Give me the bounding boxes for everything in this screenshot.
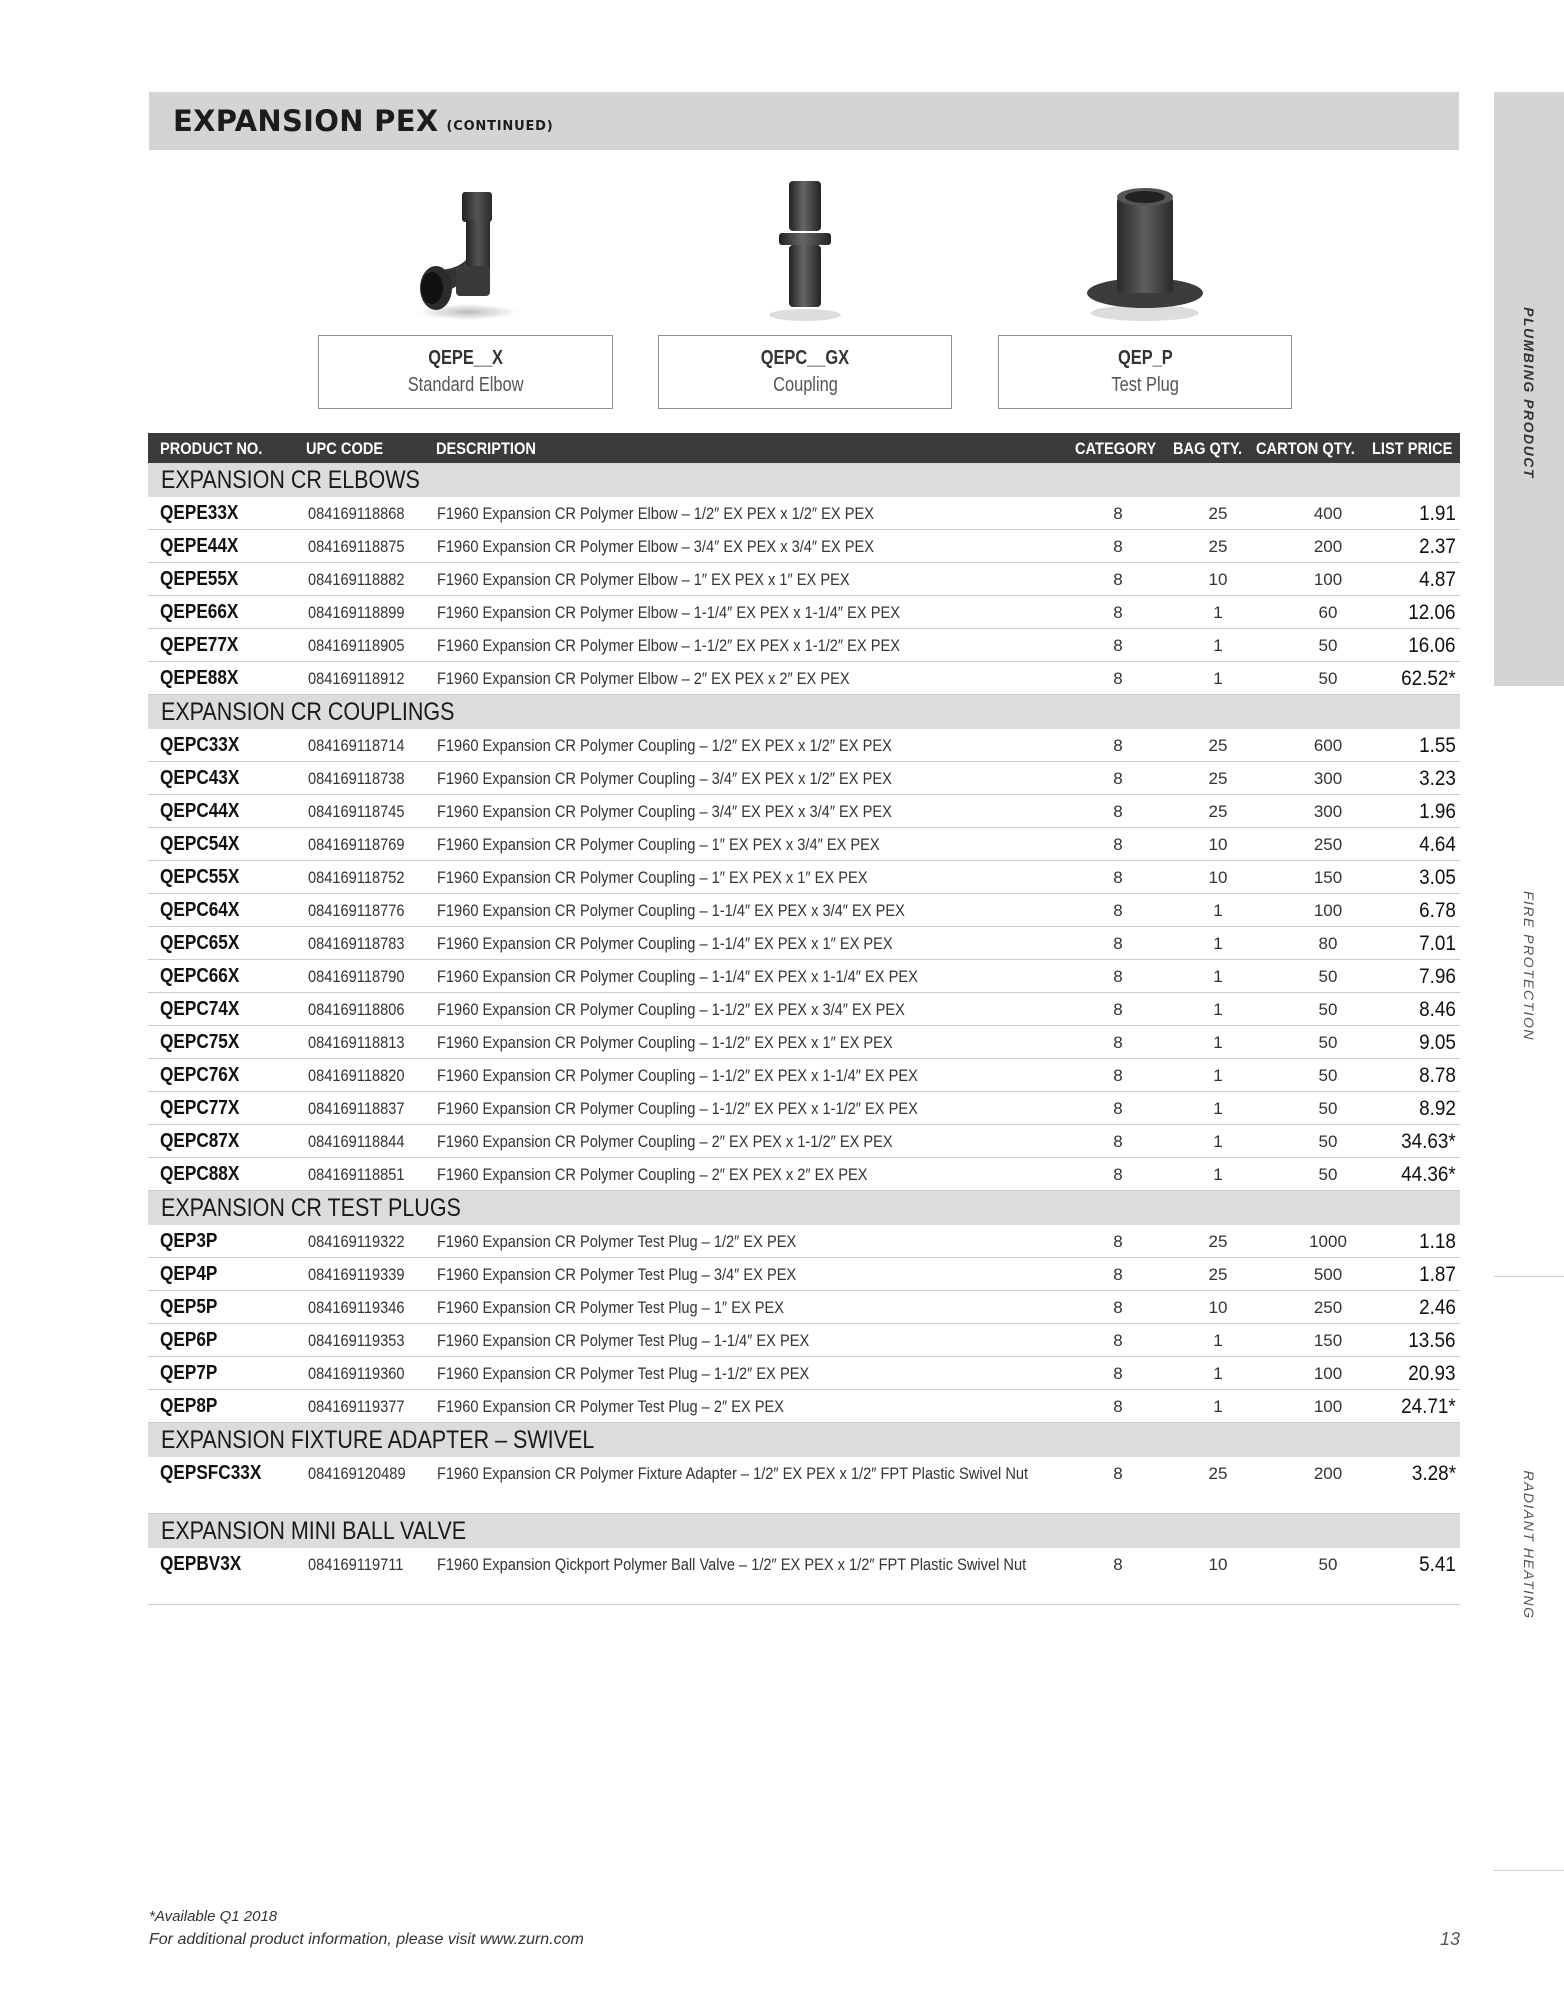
category: 8	[1113, 1298, 1123, 1317]
page-number: 13	[1439, 1929, 1460, 1949]
bag-qty: 1	[1213, 603, 1223, 622]
description: F1960 Expansion CR Polymer Test Plug – 1-1/2″ EX PEX	[437, 1364, 810, 1383]
product-number: QEPC33X	[160, 734, 240, 756]
table-row	[148, 993, 1460, 1026]
category: 8	[1113, 1033, 1123, 1052]
product-name: Coupling	[772, 374, 838, 396]
bag-qty: 25	[1208, 537, 1228, 556]
category: 8	[1113, 1099, 1123, 1118]
carton-qty: 150	[1313, 1331, 1343, 1350]
table-row	[148, 1026, 1460, 1059]
section-header	[148, 695, 1460, 729]
carton-qty: 50	[1318, 1033, 1338, 1052]
section-title: EXPANSION FIXTURE ADAPTER – SWIVEL	[161, 1425, 595, 1454]
product-number: QEPC77X	[160, 1097, 240, 1119]
page-subtitle: (CONTINUED)	[446, 118, 554, 134]
product-number: QEPSFC33X	[160, 1462, 262, 1484]
category: 8	[1113, 1165, 1123, 1184]
upc-code: 084169118745	[308, 802, 405, 821]
table-row	[148, 927, 1460, 960]
header-carton-qty: CARTON QTY.	[1256, 439, 1355, 458]
product-number: QEPC87X	[160, 1130, 240, 1152]
bag-qty: 1	[1213, 967, 1223, 986]
upc-code: 084169118783	[308, 934, 405, 953]
description: F1960 Expansion CR Polymer Coupling – 1/2″ EX PEX x 1/2″ EX PEX	[437, 736, 892, 755]
category: 8	[1113, 934, 1123, 953]
table-row	[148, 530, 1460, 563]
list-price: 1.55	[1419, 734, 1456, 757]
product-number: QEPC76X	[160, 1064, 240, 1086]
list-price: 3.05	[1419, 866, 1456, 889]
list-price: 5.41	[1419, 1553, 1456, 1576]
bag-qty: 1	[1213, 1132, 1223, 1151]
carton-qty: 50	[1318, 636, 1338, 655]
category: 8	[1113, 868, 1123, 887]
side-tab-divider	[1494, 1276, 1564, 1277]
table-header	[148, 433, 1460, 463]
table-row	[148, 1158, 1460, 1191]
carton-qty: 100	[1313, 1397, 1343, 1416]
bag-qty: 1	[1213, 636, 1223, 655]
table-row	[148, 1125, 1460, 1158]
product-number: QEPE44X	[160, 535, 239, 557]
section-header	[148, 463, 1460, 497]
list-price: 62.52*	[1401, 667, 1456, 690]
table-row	[148, 729, 1460, 762]
section-header	[148, 1191, 1460, 1225]
table-row	[148, 1225, 1460, 1258]
upc-code: 084169118837	[308, 1099, 405, 1118]
section-title: EXPANSION CR COUPLINGS	[161, 697, 455, 726]
product-number: QEPE77X	[160, 634, 239, 656]
category: 8	[1113, 669, 1123, 688]
list-price: 4.64	[1419, 833, 1456, 856]
description: F1960 Expansion CR Polymer Coupling – 1-1/2″ EX PEX x 1″ EX PEX	[437, 1033, 893, 1052]
description: F1960 Expansion CR Polymer Elbow – 1-1/2″ EX PEX x 1-1/2″ EX PEX	[437, 636, 900, 655]
description: F1960 Expansion CR Polymer Elbow – 1-1/4″ EX PEX x 1-1/4″ EX PEX	[437, 603, 900, 622]
carton-qty: 400	[1313, 504, 1343, 523]
bag-qty: 1	[1213, 1165, 1223, 1184]
category: 8	[1113, 901, 1123, 920]
upc-code: 084169118875	[308, 537, 405, 556]
table-row	[148, 1324, 1460, 1357]
test-plug-image	[998, 175, 1292, 325]
carton-qty: 300	[1313, 802, 1343, 821]
product-number: QEPC88X	[160, 1163, 240, 1185]
list-price: 7.01	[1419, 932, 1456, 955]
product-number: QEPE33X	[160, 502, 239, 524]
section-header	[148, 1514, 1460, 1548]
product-number: QEPE55X	[160, 568, 239, 590]
product-number: QEPBV3X	[160, 1553, 242, 1575]
table-row	[148, 1548, 1460, 1605]
upc-code: 084169119360	[308, 1364, 405, 1383]
description: F1960 Expansion CR Polymer Test Plug – 2″ EX PEX	[437, 1397, 785, 1416]
category: 8	[1113, 603, 1123, 622]
table-row	[148, 1390, 1460, 1423]
table-row	[148, 596, 1460, 629]
list-price: 12.06	[1408, 601, 1456, 624]
table-row	[148, 1059, 1460, 1092]
bag-qty: 25	[1208, 1464, 1228, 1483]
page-title: EXPANSION PEX	[173, 104, 439, 138]
bag-qty: 10	[1208, 835, 1228, 854]
upc-code: 084169118882	[308, 570, 405, 589]
product-number: QEP5P	[160, 1296, 218, 1318]
category: 8	[1113, 504, 1123, 523]
category: 8	[1113, 1066, 1123, 1085]
table-row	[148, 1457, 1460, 1514]
bag-qty: 1	[1213, 1099, 1223, 1118]
product-number: QEP3P	[160, 1230, 218, 1252]
carton-qty: 50	[1318, 1000, 1338, 1019]
carton-qty: 200	[1313, 537, 1343, 556]
list-price: 24.71*	[1401, 1395, 1456, 1418]
description: F1960 Expansion CR Polymer Elbow – 1/2″ EX PEX x 1/2″ EX PEX	[437, 504, 874, 523]
bag-qty: 25	[1208, 504, 1228, 523]
upc-code: 084169118769	[308, 835, 405, 854]
table-row	[148, 828, 1460, 861]
product-card-elbow	[318, 175, 613, 409]
header-list-price: LIST PRICE	[1372, 439, 1453, 458]
description: F1960 Expansion CR Polymer Coupling – 1″ EX PEX x 1″ EX PEX	[437, 868, 868, 887]
product-code: QEPC__GX	[760, 347, 850, 369]
description: F1960 Expansion CR Polymer Test Plug – 1/2″ EX PEX	[437, 1232, 797, 1251]
description: F1960 Expansion CR Polymer Test Plug – 3/4″ EX PEX	[437, 1265, 797, 1284]
list-price: 8.92	[1419, 1097, 1456, 1120]
bag-qty: 1	[1213, 1033, 1223, 1052]
carton-qty: 60	[1318, 603, 1338, 622]
category: 8	[1113, 1331, 1123, 1350]
table-row	[148, 629, 1460, 662]
description: F1960 Expansion CR Polymer Elbow – 3/4″ EX PEX x 3/4″ EX PEX	[437, 537, 874, 556]
upc-code: 084169118806	[308, 1000, 405, 1019]
description: F1960 Expansion CR Polymer Coupling – 1″ EX PEX x 3/4″ EX PEX	[437, 835, 880, 854]
table-row	[148, 795, 1460, 828]
category: 8	[1113, 736, 1123, 755]
description: F1960 Expansion CR Polymer Coupling – 2″ EX PEX x 2″ EX PEX	[437, 1165, 868, 1184]
description: F1960 Expansion CR Polymer Coupling – 1-1/4″ EX PEX x 3/4″ EX PEX	[437, 901, 905, 920]
header-category: CATEGORY	[1075, 439, 1157, 458]
description: F1960 Expansion CR Polymer Coupling – 3/4″ EX PEX x 1/2″ EX PEX	[437, 769, 892, 788]
table-row	[148, 497, 1460, 530]
carton-qty: 50	[1318, 1165, 1338, 1184]
coupling-fitting-image	[658, 175, 952, 325]
list-price: 1.91	[1419, 502, 1456, 525]
list-price: 8.78	[1419, 1064, 1456, 1087]
category: 8	[1113, 1232, 1123, 1251]
list-price: 1.18	[1419, 1230, 1456, 1253]
bag-qty: 25	[1208, 1232, 1228, 1251]
product-number: QEPC55X	[160, 866, 240, 888]
list-price: 6.78	[1419, 899, 1456, 922]
list-price: 9.05	[1419, 1031, 1456, 1054]
section-title: EXPANSION MINI BALL VALVE	[161, 1516, 467, 1545]
list-price: 3.23	[1419, 767, 1456, 790]
product-number: QEPC65X	[160, 932, 240, 954]
list-price: 7.96	[1419, 965, 1456, 988]
bag-qty: 10	[1208, 1298, 1228, 1317]
product-label-elbow	[318, 335, 613, 409]
upc-code: 084169119377	[308, 1397, 405, 1416]
page-title-bar	[149, 92, 1459, 150]
upc-code: 084169119346	[308, 1298, 405, 1317]
category: 8	[1113, 1464, 1123, 1483]
category: 8	[1113, 967, 1123, 986]
product-number: QEPC43X	[160, 767, 240, 789]
upc-code: 084169119711	[308, 1555, 404, 1574]
description: F1960 Expansion CR Polymer Coupling – 3/4″ EX PEX x 3/4″ EX PEX	[437, 802, 892, 821]
table-row	[148, 1357, 1460, 1390]
description: F1960 Expansion CR Polymer Test Plug – 1-1/4″ EX PEX	[437, 1331, 810, 1350]
bag-qty: 25	[1208, 802, 1228, 821]
table-row	[148, 1291, 1460, 1324]
description: F1960 Expansion CR Polymer Coupling – 1-1/4″ EX PEX x 1″ EX PEX	[437, 934, 893, 953]
upc-code: 084169118868	[308, 504, 405, 523]
carton-qty: 50	[1318, 1555, 1338, 1574]
list-price: 20.93	[1408, 1362, 1456, 1385]
upc-code: 084169118899	[308, 603, 405, 622]
description: F1960 Expansion CR Polymer Elbow – 1″ EX PEX x 1″ EX PEX	[437, 570, 850, 589]
product-number: QEPE66X	[160, 601, 239, 623]
table-row	[148, 861, 1460, 894]
upc-code: 084169118714	[308, 736, 405, 755]
product-gallery	[0, 175, 1480, 410]
bag-qty: 1	[1213, 1066, 1223, 1085]
side-tab-plumbing-product[interactable]: PLUMBING PRODUCT	[1521, 307, 1537, 479]
product-number: QEP4P	[160, 1263, 218, 1285]
carton-qty: 50	[1318, 1132, 1338, 1151]
list-price: 1.96	[1419, 800, 1456, 823]
table-row	[148, 960, 1460, 993]
bag-qty: 10	[1208, 868, 1228, 887]
list-price: 2.46	[1419, 1296, 1456, 1319]
description: F1960 Expansion CR Polymer Coupling – 1-1/2″ EX PEX x 1-1/4″ EX PEX	[437, 1066, 918, 1085]
bag-qty: 10	[1208, 1555, 1228, 1574]
section-title: EXPANSION CR TEST PLUGS	[161, 1193, 461, 1222]
upc-code: 084169119322	[308, 1232, 405, 1251]
category: 8	[1113, 537, 1123, 556]
carton-qty: 150	[1313, 868, 1343, 887]
header-product-no: PRODUCT NO.	[160, 439, 263, 458]
table-row	[148, 894, 1460, 927]
product-label-test-plug	[998, 335, 1292, 409]
product-number: QEPC64X	[160, 899, 240, 921]
category: 8	[1113, 1132, 1123, 1151]
upc-code: 084169118776	[308, 901, 405, 920]
header-description: DESCRIPTION	[436, 439, 536, 458]
description: F1960 Expansion CR Polymer Test Plug – 1″ EX PEX	[437, 1298, 785, 1317]
bag-qty: 1	[1213, 1000, 1223, 1019]
product-code: QEP_P	[1117, 347, 1173, 369]
side-tab-divider	[1494, 1870, 1564, 1871]
carton-qty: 250	[1313, 835, 1343, 854]
upc-code: 084169120489	[308, 1464, 406, 1483]
category: 8	[1113, 1265, 1123, 1284]
product-card-coupling	[658, 175, 952, 409]
bag-qty: 1	[1213, 1364, 1223, 1383]
table-row	[148, 662, 1460, 695]
upc-code: 084169118912	[308, 669, 405, 688]
list-price: 1.87	[1419, 1263, 1456, 1286]
product-card-test-plug	[998, 175, 1292, 409]
description: F1960 Expansion CR Polymer Coupling – 1-1/2″ EX PEX x 1-1/2″ EX PEX	[437, 1099, 918, 1118]
table-row	[148, 1258, 1460, 1291]
carton-qty: 50	[1318, 669, 1338, 688]
list-price: 8.46	[1419, 998, 1456, 1021]
side-tab-radiant-heating[interactable]: RADIANT HEATING	[1521, 1470, 1537, 1620]
product-number: QEP8P	[160, 1395, 218, 1417]
list-price: 4.87	[1419, 568, 1456, 591]
product-name: Test Plug	[1111, 374, 1179, 396]
upc-code: 084169118820	[308, 1066, 405, 1085]
section-title: EXPANSION CR ELBOWS	[161, 465, 420, 494]
bag-qty: 1	[1213, 934, 1223, 953]
product-number: QEPC54X	[160, 833, 240, 855]
bag-qty: 1	[1213, 1397, 1223, 1416]
product-name: Standard Elbow	[407, 374, 524, 396]
list-price: 3.28*	[1411, 1462, 1456, 1485]
list-price: 34.63*	[1401, 1130, 1456, 1153]
bag-qty: 25	[1208, 736, 1228, 755]
carton-qty: 1000	[1309, 1232, 1347, 1251]
category: 8	[1113, 802, 1123, 821]
bag-qty: 10	[1208, 570, 1228, 589]
elbow-fitting-image	[318, 175, 613, 325]
table-row	[148, 563, 1460, 596]
footer-info: For additional product information, please visit www.zurn.com	[149, 1931, 584, 1948]
side-tab-fire-protection[interactable]: FIRE PROTECTION	[1521, 890, 1537, 1042]
category: 8	[1113, 1555, 1123, 1574]
upc-code: 084169118813	[308, 1033, 405, 1052]
bag-qty: 25	[1208, 769, 1228, 788]
category: 8	[1113, 570, 1123, 589]
price-table	[148, 433, 1460, 1605]
category: 8	[1113, 769, 1123, 788]
upc-code: 084169119339	[308, 1265, 405, 1284]
list-price: 13.56	[1408, 1329, 1456, 1352]
category: 8	[1113, 1397, 1123, 1416]
list-price: 44.36*	[1401, 1163, 1456, 1186]
description: F1960 Expansion CR Polymer Elbow – 2″ EX PEX x 2″ EX PEX	[437, 669, 850, 688]
bag-qty: 1	[1213, 1331, 1223, 1350]
product-label-coupling	[658, 335, 952, 409]
carton-qty: 50	[1318, 967, 1338, 986]
description: F1960 Expansion CR Polymer Coupling – 2″ EX PEX x 1-1/2″ EX PEX	[437, 1132, 893, 1151]
bag-qty: 1	[1213, 901, 1223, 920]
description: F1960 Expansion CR Polymer Fixture Adapter – 1/2″ EX PEX x 1/2″ FPT Plastic Swivel Nut	[437, 1464, 1029, 1483]
category: 8	[1113, 1364, 1123, 1383]
table-body	[148, 463, 1460, 1605]
category: 8	[1113, 636, 1123, 655]
category: 8	[1113, 835, 1123, 854]
section-header	[148, 1423, 1460, 1457]
upc-code: 084169118844	[308, 1132, 405, 1151]
carton-qty: 80	[1318, 934, 1338, 953]
header-upc-code: UPC CODE	[306, 439, 384, 458]
list-price: 16.06	[1408, 634, 1456, 657]
bag-qty: 1	[1213, 669, 1223, 688]
description: F1960 Expansion CR Polymer Coupling – 1-1/4″ EX PEX x 1-1/4″ EX PEX	[437, 967, 918, 986]
description: F1960 Expansion CR Polymer Coupling – 1-1/2″ EX PEX x 3/4″ EX PEX	[437, 1000, 905, 1019]
table-row	[148, 1092, 1460, 1125]
upc-code: 084169119353	[308, 1331, 405, 1350]
product-number: QEPC44X	[160, 800, 240, 822]
carton-qty: 600	[1313, 736, 1343, 755]
table-row	[148, 762, 1460, 795]
product-code: QEPE__X	[428, 347, 503, 369]
upc-code: 084169118790	[308, 967, 405, 986]
description: F1960 Expansion Qickport Polymer Ball Valve – 1/2″ EX PEX x 1/2″ FPT Plastic Swivel Nut	[437, 1555, 1027, 1574]
product-number: QEP6P	[160, 1329, 218, 1351]
product-number: QEPC66X	[160, 965, 240, 987]
carton-qty: 100	[1313, 1364, 1343, 1383]
upc-code: 084169118738	[308, 769, 405, 788]
carton-qty: 300	[1313, 769, 1343, 788]
carton-qty: 250	[1313, 1298, 1343, 1317]
product-number: QEPE88X	[160, 667, 239, 689]
header-bag-qty: BAG QTY.	[1173, 439, 1243, 458]
product-number: QEPC75X	[160, 1031, 240, 1053]
product-number: QEPC74X	[160, 998, 240, 1020]
bag-qty: 25	[1208, 1265, 1228, 1284]
upc-code: 084169118851	[308, 1165, 405, 1184]
carton-qty: 50	[1318, 1066, 1338, 1085]
carton-qty: 500	[1313, 1265, 1343, 1284]
upc-code: 084169118905	[308, 636, 405, 655]
carton-qty: 100	[1313, 570, 1343, 589]
list-price: 2.37	[1419, 535, 1456, 558]
carton-qty: 200	[1313, 1464, 1343, 1483]
footnote-availability: *Available Q1 2018	[149, 1908, 278, 1925]
product-number: QEP7P	[160, 1362, 218, 1384]
carton-qty: 100	[1313, 901, 1343, 920]
carton-qty: 50	[1318, 1099, 1338, 1118]
category: 8	[1113, 1000, 1123, 1019]
upc-code: 084169118752	[308, 868, 405, 887]
